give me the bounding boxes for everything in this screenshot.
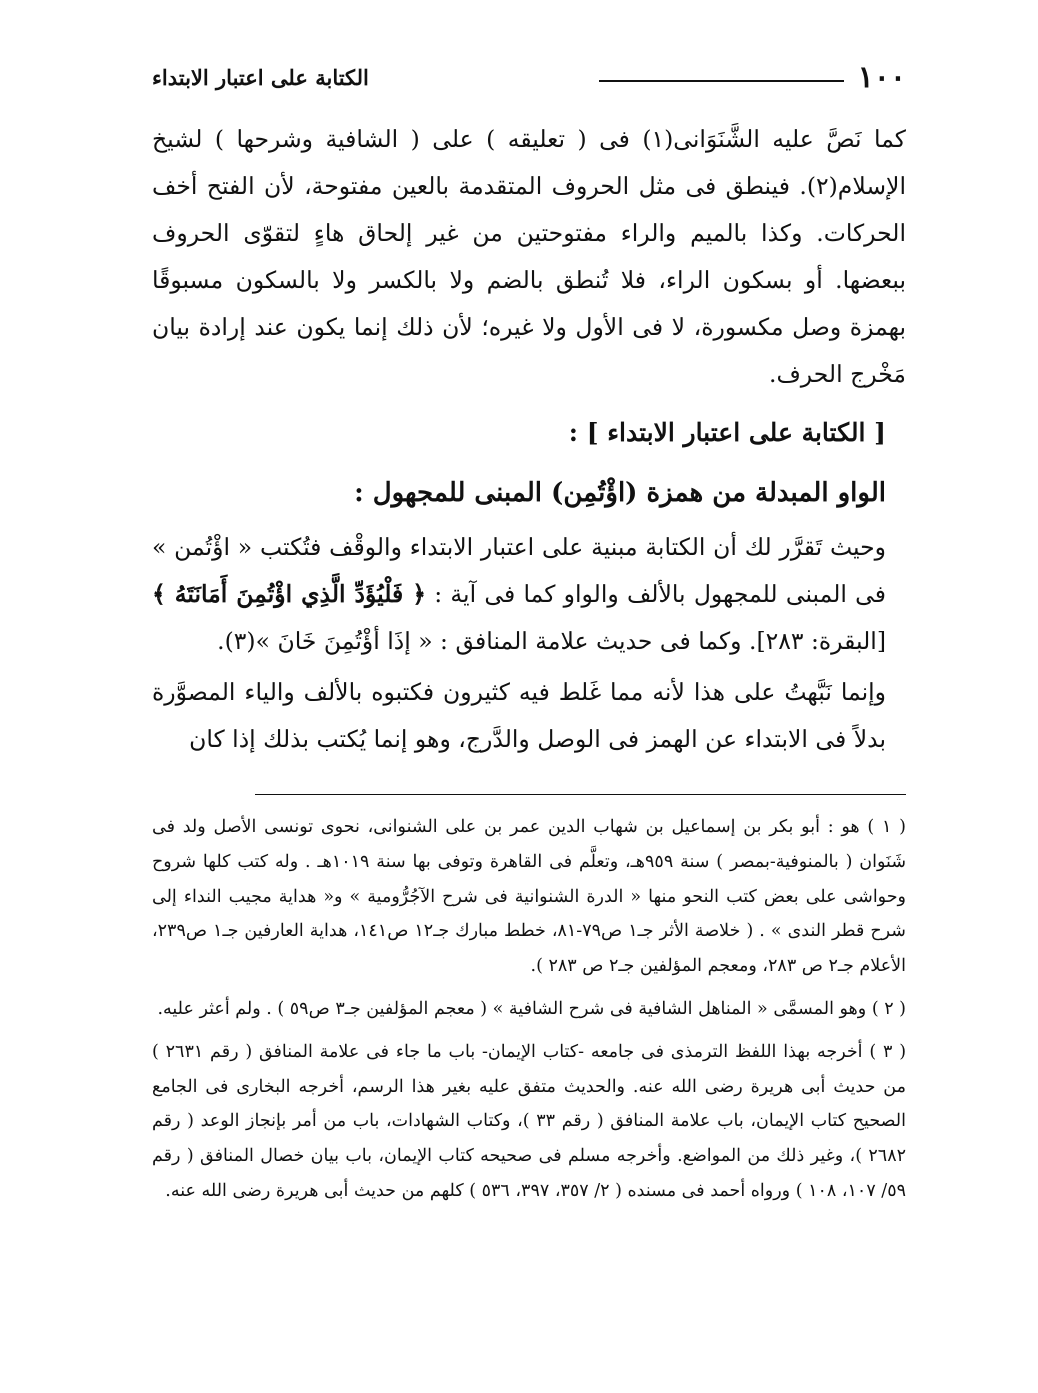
- main-text: [152, 116, 906, 763]
- paragraph-3: وإنما نَبَّهتُ على هذا لأنه مما غَلط فيه كثيرون فكتبوه بالألف والياء المصوَّرة بدلاً فى الابتداء عن الهمز فى الوصل والدَّرج، وهو إنما يُكتب بذلك إذا كان: [152, 678, 886, 753]
- header-rule: [599, 80, 844, 82]
- footnote-separator: [255, 794, 906, 795]
- footnote-text: وهو المسمَّى « المناهل الشافية فى شرح الشافية » ( معجم المؤلفين جـ٣ ص٥٩ ) . ولم أعثر عليه.: [157, 998, 867, 1019]
- section-heading: [ الكتابة على اعتبار الابتداء ] :: [568, 418, 886, 447]
- footnote-text: أخرجه بهذا اللفظ الترمذى فى جامعه -كتاب الإيمان- باب ما جاء فى علامة المنافق ( رقم ٢٦٣١ ) من حديث أبى هريرة رضى الله عنه. والحديث متفق عليه بغير هذا الرسم، أخرجه البخارى فى الجامع الصحيح كتاب الإيمان، باب علامة المنافق ( رقم ٣٣ )، وكتاب الشهادات، باب من أمر بإنجاز الوعد ( رقم ٢٦٨٢ )، وغير ذلك من المواضع. وأخرجه مسلم فى صحيحه كتاب الإيمان، باب بيان خصال المنافق ( رقم ٥٩/ ١٠٧، ١٠٨ ) ورواه أحمد فى مسنده ( ٢/ ٣٥٧، ٣٩٧، ٥٣٦ ) كلهم من حديث أبى هريرة رضى الله عنه.: [152, 1041, 906, 1201]
- paragraph-2-text-b: . وكما فى حديث علامة المنافق : « إذَا أؤْتُمِنَ خَانَ »(٣).: [217, 627, 757, 655]
- footnote-number: ( ١ ): [867, 817, 906, 837]
- footnote-number: ( ٣ ): [869, 1041, 907, 1062]
- footnote-text: هو : أبو بكر بن إسماعيل بن شهاب الدين عمر بن على الشنوانى، نحوى تونسى الأصل ولد فى شَنَوان ( بالمنوفية-بمصر ) سنة ٩٥٩هـ، وتعلَّم فى القاهرة وتوفى بها سنة ١٠١٩هـ . وله كتب كلها شروح وحواشى على بعض كتب النحو منها « الدرة الشنوانية فى شرح الآجُرُّومية » و« هداية مجيب النداء إلى شرح قطر الندى » . ( خلاصة الأثر جـ١ ص٧٩-٨١، خطط مبارك جـ١٢ ص١٤١، هداية العارفين جـ١ ص٢٣٩، الأعلام جـ٢ ص ٢٨٣، ومعجم المؤلفين جـ٢ ص ٢٨٣ ).: [152, 817, 906, 977]
- footnote-1: [152, 810, 906, 984]
- paragraph-1: كما نَصَّ عليه الشَّنَوَانى(١) فى ( تعليقه ) على ( الشافية وشرحها ) لشيخ الإسلام(٢). فينطق فى مثل الحروف المتقدمة بالعين مفتوحة، لأن الفتح أخف الحركات. وكذا بالميم والراء مفتوحتين من غير إلحاق هاءٍ لتقوّى الحروف ببعضها. أو بسكون الراء، فلا تُنطق بالضم ولا بالكسر ولا بالسكون مسبوقًا بهمزة وصل مكسورة، لا فى الأول ولا غيره؛ لأن ذلك إنما يكون عند إرادة بيان مَخْرج الحرف.: [152, 125, 906, 388]
- paragraph-2: [152, 524, 906, 665]
- running-header: [152, 58, 906, 102]
- quran-verse: ﴿ فَلْيُؤَدِّ الَّذِي اؤْتُمِنَ أَمَانَتَهُ ﴾: [152, 580, 426, 608]
- footnote-2: [152, 992, 906, 1027]
- page-number: ١٠٠: [857, 60, 906, 95]
- running-title: الكتابة على اعتبار الابتداء: [152, 65, 369, 90]
- paragraph-2-text-a: وحيث تَقرَّر لك أن الكتابة مبنية على اعتبار الابتداء والوقْف فتُكتب « اؤْتُمن » فى المبنى للمجهول بالألف والواو كما فى آية :: [152, 533, 886, 608]
- footnote-3: [152, 1035, 906, 1209]
- verse-reference: [البقرة: ٢٨٣]: [756, 627, 886, 655]
- footnotes: [152, 810, 906, 1217]
- subheading: الواو المبدلة من همزة (اؤْتُمِن) المبنى للمجهول :: [354, 478, 886, 508]
- footnote-number: ( ٢ ): [871, 998, 906, 1019]
